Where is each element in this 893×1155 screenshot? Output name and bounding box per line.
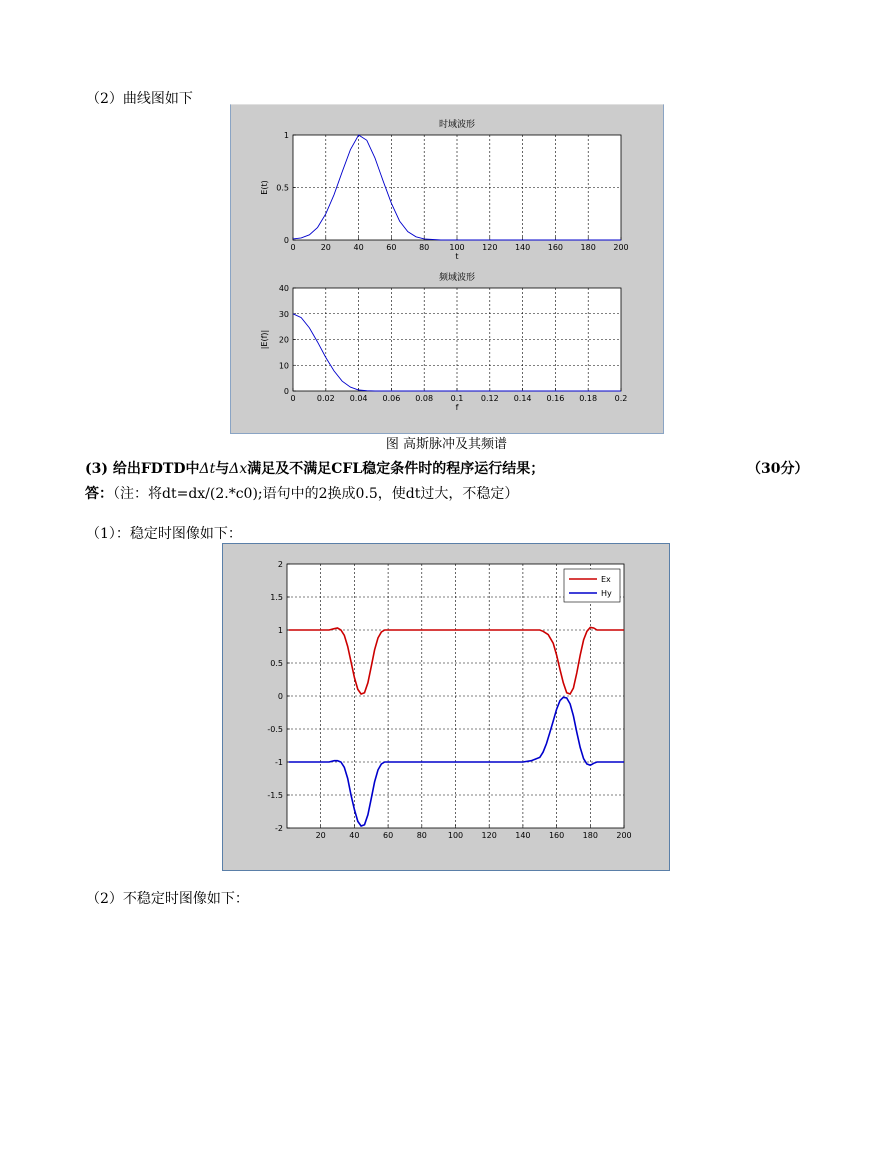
figure-gaussian-pulse-svg xyxy=(231,105,663,433)
figure-gaussian-pulse xyxy=(230,104,664,434)
y-tick-label: -0.5 xyxy=(267,725,283,734)
x-tick-label: 180 xyxy=(582,831,598,840)
question-3-score: （30分） xyxy=(747,461,809,477)
x-tick-label: 0.2 xyxy=(614,394,628,403)
chart-time-domain xyxy=(260,118,629,261)
x-tick-label: 0.1 xyxy=(450,394,464,403)
x-axis-label: f xyxy=(455,403,459,412)
y-axis-label: |E(f)| xyxy=(260,329,269,350)
x-tick-label: 160 xyxy=(547,243,564,252)
x-tick-label: 100 xyxy=(447,831,464,840)
x-tick-label: 0 xyxy=(290,394,296,403)
x-tick-label: 20 xyxy=(320,243,331,252)
y-tick-label: 1 xyxy=(277,626,283,635)
figure-caption: 图 高斯脉冲及其频谱 xyxy=(385,437,508,452)
figure-stable-result-svg xyxy=(223,544,669,870)
x-tick-label: 0.18 xyxy=(579,394,598,403)
x-tick-label: 80 xyxy=(419,243,430,252)
y-tick-label: 30 xyxy=(278,309,289,319)
y-tick-label: 0 xyxy=(283,387,289,396)
answer-line xyxy=(85,483,518,503)
legend-label: Ex xyxy=(601,575,611,584)
delta-t-symbol: Δt xyxy=(199,461,216,477)
unstable-heading: （2）不稳定时图像如下： xyxy=(86,891,249,907)
answer-label: 答： xyxy=(85,486,113,502)
x-tick-label: 180 xyxy=(580,243,596,252)
x-tick-label: 0.02 xyxy=(316,394,335,403)
question-3-mid: 与 xyxy=(215,461,230,477)
x-tick-label: 0.06 xyxy=(382,394,401,403)
x-tick-label: 200 xyxy=(613,243,629,252)
legend-label: Hy xyxy=(601,589,612,598)
y-tick-label: 0 xyxy=(277,692,283,701)
y-tick-label: 20 xyxy=(278,335,289,345)
x-tick-label: 0 xyxy=(290,243,296,252)
y-tick-label: -1 xyxy=(275,758,283,767)
x-tick-label: 140 xyxy=(514,243,531,252)
y-tick-label: 1 xyxy=(283,131,289,140)
question-3-prefix: (3) 给出FDTD中 xyxy=(85,461,200,477)
chart-frequency-domain xyxy=(260,271,627,412)
x-tick-label: 20 xyxy=(315,831,326,840)
answer-text: （注：将dt=dx/(2.*c0);语句中的2换成0.5，使dt过大，不稳定） xyxy=(113,486,519,502)
question-3 xyxy=(85,458,544,478)
section-heading-curves: （2）曲线图如下 xyxy=(86,91,193,107)
x-tick-label: 0.14 xyxy=(513,394,532,403)
question-3-suffix: 满足及不满足CFL稳定条件时的程序运行结果； xyxy=(247,461,545,477)
y-tick-label: -2 xyxy=(275,824,283,833)
y-tick-label: 1.5 xyxy=(270,593,283,602)
chart-title: 频域波形 xyxy=(438,273,476,283)
chart-title: 时域波形 xyxy=(438,120,476,130)
x-tick-label: 140 xyxy=(515,831,531,840)
x-tick-label: 0.08 xyxy=(415,394,434,403)
x-tick-label: 60 xyxy=(383,831,394,840)
x-tick-label: 0.04 xyxy=(349,394,368,403)
y-axis-label: E(t) xyxy=(260,180,269,195)
x-tick-label: 200 xyxy=(616,831,632,840)
y-tick-label: -1.5 xyxy=(267,791,283,800)
x-tick-label: 80 xyxy=(416,831,427,840)
y-tick-label: 0.5 xyxy=(276,183,289,193)
y-tick-label: 0 xyxy=(283,236,289,245)
x-tick-label: 120 xyxy=(481,831,497,840)
y-tick-label: 40 xyxy=(278,284,289,293)
x-tick-label: 60 xyxy=(386,243,397,252)
y-tick-label: 10 xyxy=(278,361,289,371)
x-tick-label: 120 xyxy=(482,243,498,252)
delta-x-symbol: Δx xyxy=(229,461,248,477)
x-axis-label: t xyxy=(455,252,459,261)
y-tick-label: 0.5 xyxy=(270,659,283,668)
x-tick-label: 40 xyxy=(349,831,360,840)
x-tick-label: 0.12 xyxy=(480,394,499,403)
x-tick-label: 0.16 xyxy=(546,394,565,403)
x-tick-label: 160 xyxy=(548,831,565,840)
x-tick-label: 100 xyxy=(449,243,465,252)
x-tick-label: 40 xyxy=(353,243,364,252)
figure-stable-result xyxy=(222,543,670,871)
chart-stable-ex-hy xyxy=(267,560,631,840)
y-tick-label: 2 xyxy=(277,560,283,569)
stable-heading: （1）：稳定时图像如下： xyxy=(86,526,242,542)
